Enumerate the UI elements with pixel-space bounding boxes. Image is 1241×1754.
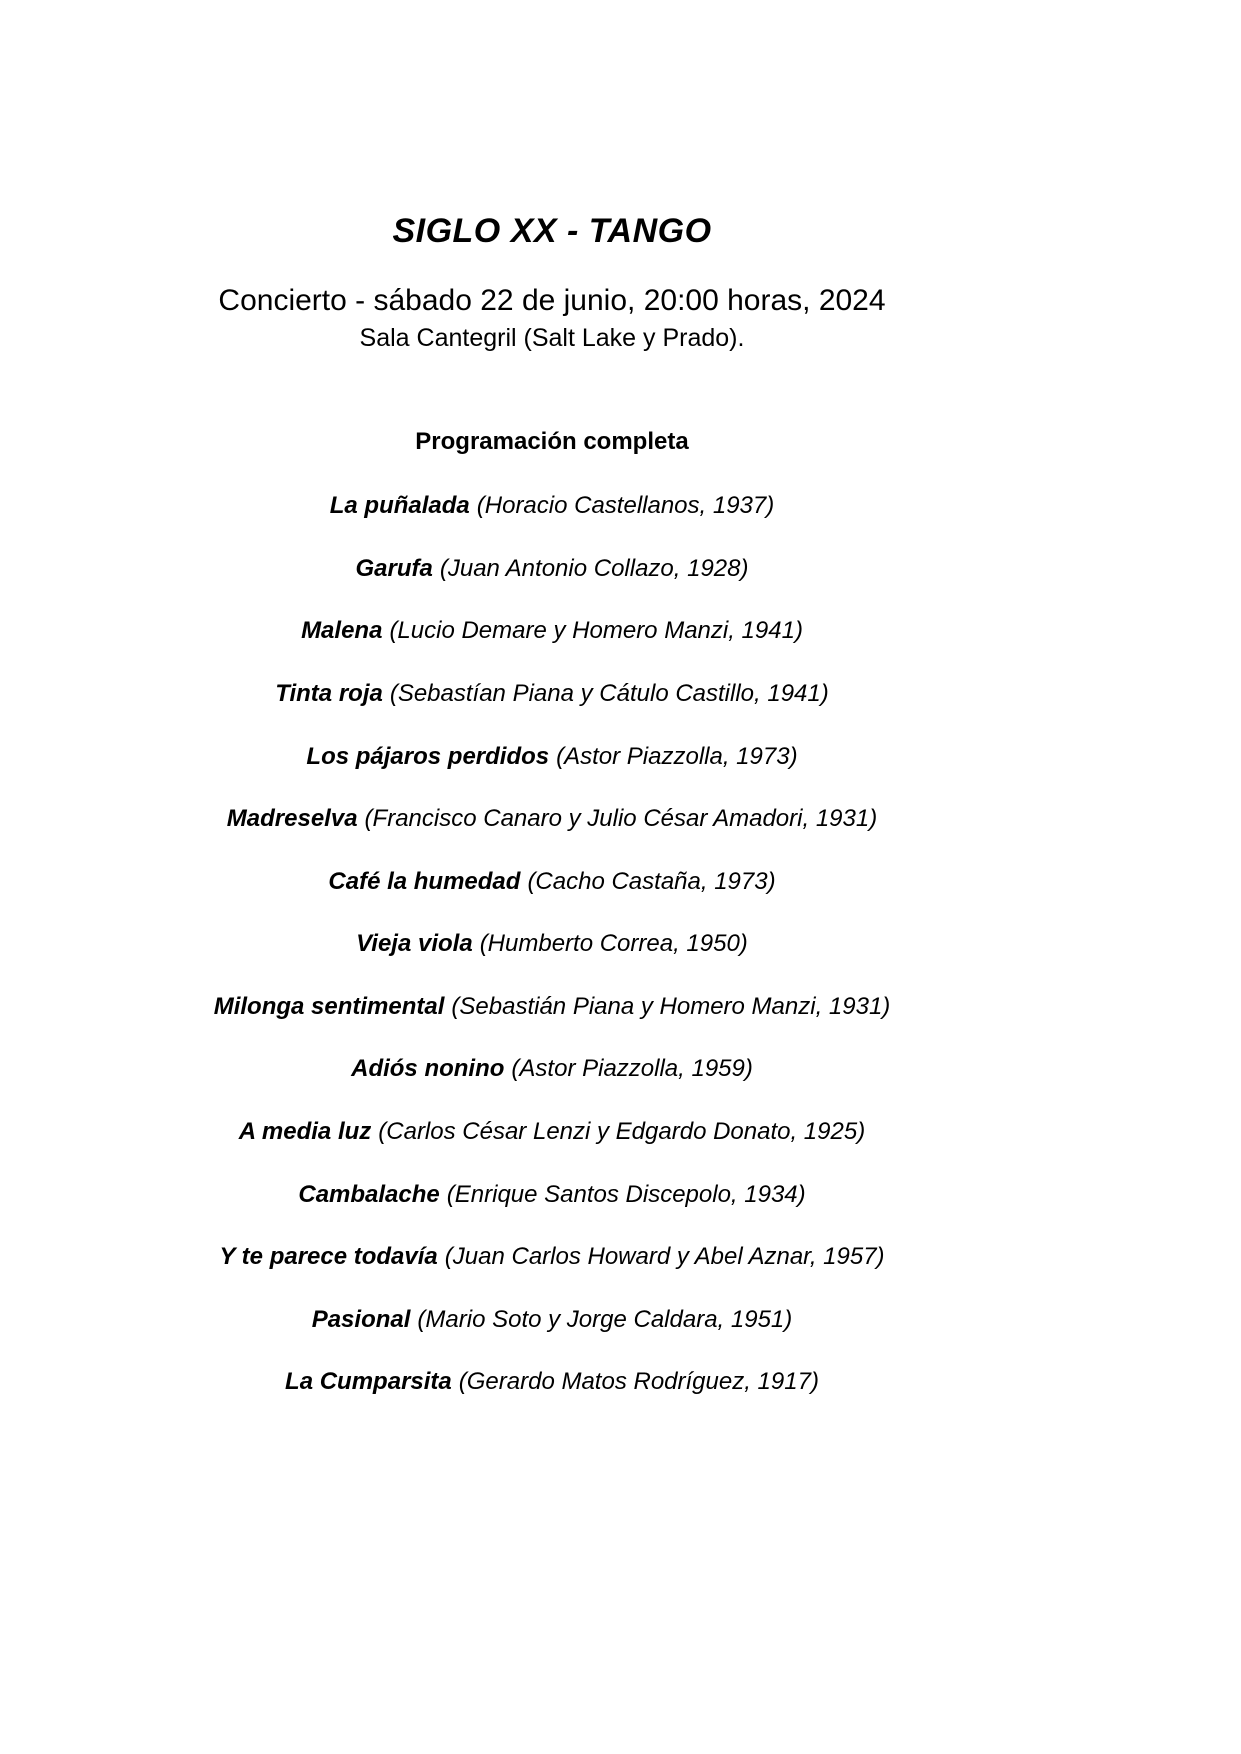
program-item bbox=[0, 1368, 1104, 1396]
song-title: La puñalada bbox=[329, 492, 470, 520]
song-credit: (Enrique Santos Discepolo, 1934) bbox=[446, 1180, 806, 1208]
song-title: Y te parece todavía bbox=[219, 1243, 438, 1271]
program-item bbox=[0, 1118, 1104, 1146]
song-credit: (Francisco Canaro y Julio César Amadori, 1931) bbox=[364, 805, 878, 833]
program-item bbox=[0, 993, 1104, 1021]
venue-line: Sala Cantegril (Salt Lake y Prado). bbox=[359, 323, 745, 352]
song-credit: (Astor Piazzolla, 1973) bbox=[556, 742, 798, 770]
song-title: A media luz bbox=[238, 1118, 372, 1146]
song-title: Garufa bbox=[355, 554, 433, 582]
song-title: Adiós nonino bbox=[351, 1055, 505, 1083]
song-title: Malena bbox=[301, 617, 383, 645]
song-title: Pasional bbox=[311, 1305, 411, 1333]
song-credit: (Juan Carlos Howard y Abel Aznar, 1957) bbox=[444, 1243, 885, 1271]
song-credit: (Cacho Castaña, 1973) bbox=[527, 867, 776, 895]
song-title: Madreselva bbox=[226, 805, 358, 833]
program-item bbox=[0, 1181, 1104, 1209]
program-item bbox=[0, 1055, 1104, 1083]
song-title: Café la humedad bbox=[328, 867, 521, 895]
program-item bbox=[0, 805, 1104, 833]
program-list bbox=[0, 492, 1104, 1396]
song-credit: (Lucio Demare y Homero Manzi, 1941) bbox=[389, 617, 803, 645]
song-title: Los pájaros perdidos bbox=[306, 742, 550, 770]
song-title: Cambalache bbox=[298, 1180, 440, 1208]
song-credit: (Horacio Castellanos, 1937) bbox=[476, 492, 775, 520]
song-title: La Cumparsita bbox=[285, 1368, 452, 1396]
song-credit: (Juan Antonio Collazo, 1928) bbox=[439, 554, 749, 582]
song-credit: (Astor Piazzolla, 1959) bbox=[511, 1055, 753, 1083]
program-item bbox=[0, 555, 1104, 583]
song-credit: (Mario Soto y Jorge Caldara, 1951) bbox=[417, 1305, 793, 1333]
program-section-heading: Programación completa bbox=[415, 428, 689, 456]
program-item bbox=[0, 1243, 1104, 1271]
page-title: SIGLO XX - TANGO bbox=[392, 212, 712, 250]
song-title: Milonga sentimental bbox=[213, 992, 445, 1020]
concert-date-line: Concierto - sábado 22 de junio, 20:00 horas, 2024 bbox=[218, 284, 886, 318]
program-item bbox=[0, 1306, 1104, 1334]
song-credit: (Sebastián Piana y Homero Manzi, 1931) bbox=[451, 992, 891, 1020]
program-item bbox=[0, 617, 1104, 645]
song-credit: (Carlos César Lenzi y Edgardo Donato, 1925) bbox=[378, 1118, 866, 1146]
song-credit: (Sebastían Piana y Cátulo Castillo, 1941) bbox=[389, 679, 829, 707]
song-credit: (Humberto Correa, 1950) bbox=[479, 930, 748, 958]
program-item bbox=[0, 930, 1104, 958]
song-title: Vieja viola bbox=[356, 930, 473, 958]
song-credit: (Gerardo Matos Rodríguez, 1917) bbox=[458, 1368, 819, 1396]
program-item bbox=[0, 492, 1104, 520]
song-title: Tinta roja bbox=[275, 679, 383, 707]
program-item bbox=[0, 868, 1104, 896]
program-item bbox=[0, 680, 1104, 708]
program-item bbox=[0, 743, 1104, 771]
